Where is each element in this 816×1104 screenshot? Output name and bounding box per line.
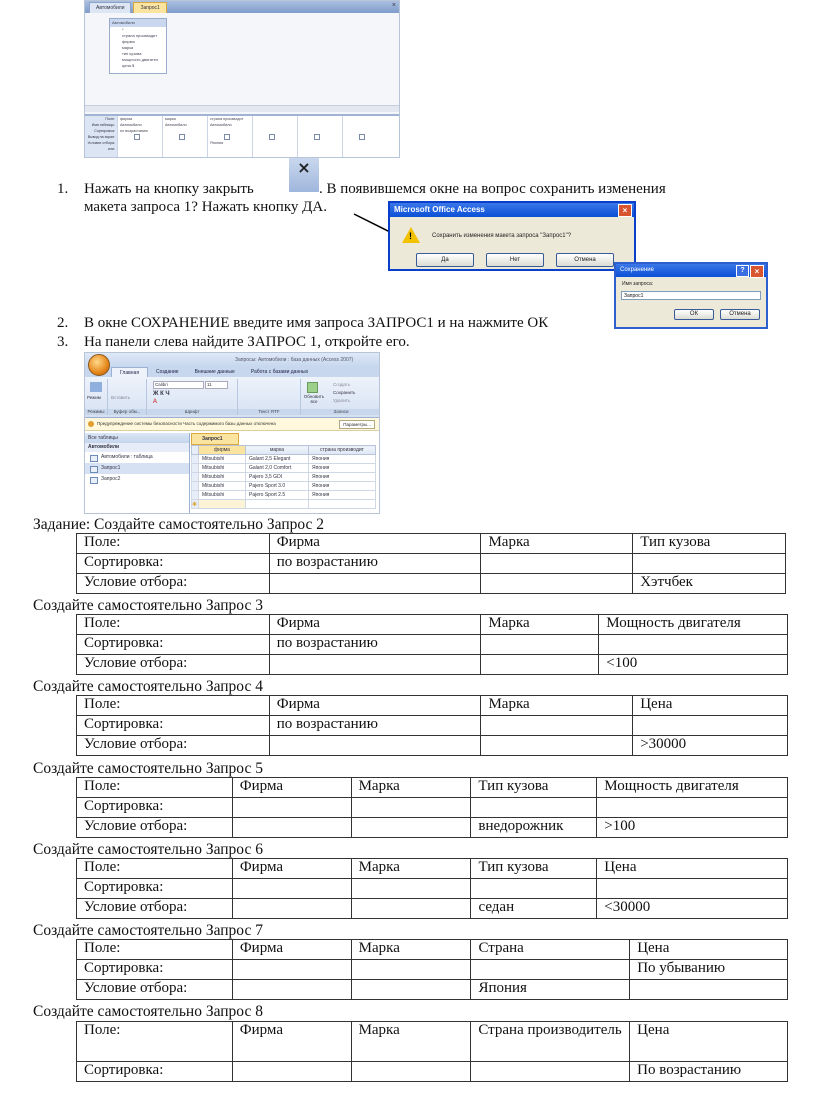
cell	[351, 899, 471, 919]
task-heading: Задание: Создайте самостоятельно Запрос 2	[33, 516, 325, 533]
warning-icon: !	[402, 227, 420, 243]
task-table	[76, 777, 788, 838]
tab-query1[interactable]: Запрос1	[133, 2, 166, 13]
show-checkbox[interactable]	[134, 134, 140, 140]
row-selector[interactable]	[192, 482, 199, 491]
cell: Сортировка:	[77, 554, 270, 574]
step-1-number: 1.	[57, 181, 69, 197]
grid-sort[interactable]: по возрастанию	[120, 129, 149, 133]
font-select[interactable]: Calibri	[153, 381, 204, 389]
grid-criteria[interactable]	[118, 140, 162, 146]
table-row	[77, 635, 788, 655]
table-icon	[90, 455, 98, 462]
cell: Тип кузова	[471, 859, 597, 879]
table-row	[77, 859, 788, 879]
cell: Сортировка:	[77, 960, 233, 980]
cell	[599, 635, 788, 655]
cell: Фирма	[269, 615, 481, 635]
cell	[269, 655, 481, 675]
select-all[interactable]	[192, 446, 199, 455]
task-table	[76, 1021, 788, 1082]
cell: Мощность двигателя	[599, 615, 788, 635]
cell: Мощность двигателя	[597, 778, 788, 798]
cell: Тип кузова	[633, 534, 786, 554]
tab-automobiles[interactable]: Автомобили	[89, 2, 131, 13]
ok-button[interactable]: ОК	[674, 309, 714, 320]
task-heading: Создайте самостоятельно Запрос 6	[33, 841, 263, 858]
cell[interactable]: Mitsubishi	[199, 464, 246, 473]
cell	[471, 960, 630, 980]
dialog-title: Сохранение ? ×	[616, 264, 766, 277]
cell	[351, 798, 471, 818]
cell: по возрастанию	[269, 635, 481, 655]
show-checkbox[interactable]	[314, 134, 320, 140]
field-item[interactable]: фирма	[122, 39, 135, 44]
grid-field[interactable]: страна производит	[210, 117, 244, 121]
cell[interactable]: Galant 2,0 Comfort	[246, 464, 309, 473]
show-checkbox[interactable]	[179, 134, 185, 140]
query-icon	[90, 477, 98, 484]
grid-label: или:	[107, 147, 115, 151]
cell: Цена	[630, 940, 788, 960]
cell: по возрастанию	[269, 554, 481, 574]
close-icon[interactable]: ×	[391, 2, 396, 9]
cell: По возрастанию	[630, 1062, 788, 1082]
office-button[interactable]	[88, 354, 110, 376]
step-3-number: 3.	[57, 334, 69, 350]
cell: Поле:	[77, 859, 233, 879]
cell: Условие отбора:	[77, 980, 233, 1000]
nav-group[interactable]: Автомобили	[85, 443, 189, 452]
cancel-button[interactable]: Отмена	[556, 253, 614, 267]
cell	[232, 798, 351, 818]
cell[interactable]: Mitsubishi	[199, 482, 246, 491]
grid-label: Поле:	[105, 117, 115, 121]
table-row	[77, 818, 788, 838]
cell	[471, 798, 597, 818]
field-list-title: Автомобили	[110, 19, 166, 27]
cell	[633, 716, 788, 736]
ribbon-tab-home[interactable]: Главная	[111, 367, 148, 377]
cell[interactable]: Mitsubishi	[199, 491, 246, 500]
cell: Марка	[481, 696, 633, 716]
query-designer-screenshot	[84, 0, 400, 158]
cell	[633, 554, 786, 574]
cell: внедорожник	[471, 818, 597, 838]
table-row	[77, 615, 788, 635]
save-changes-dialog	[388, 201, 636, 271]
cell: <100	[599, 655, 788, 675]
cell: Условие отбора:	[77, 736, 270, 756]
table-row	[77, 980, 788, 1000]
cell	[481, 655, 599, 675]
cell[interactable]: Mitsubishi	[199, 455, 246, 464]
bold-icon[interactable]: Ж К Ч	[153, 391, 170, 397]
field-list	[109, 18, 167, 74]
cell: Фирма	[232, 859, 351, 879]
refresh-all-button[interactable]: Обновить все	[303, 394, 325, 404]
paste-button[interactable]: Вставить	[111, 395, 131, 400]
no-button[interactable]: Нет	[486, 253, 544, 267]
grid-label: Вывод на экран:	[87, 135, 115, 139]
security-warning-bar	[85, 418, 379, 431]
grid-criteria[interactable]	[163, 140, 207, 146]
group-label: Режимы	[85, 409, 107, 415]
cell	[630, 980, 788, 1000]
table-row	[77, 534, 786, 554]
grid-field[interactable]: марка	[165, 117, 176, 121]
document-tabs	[85, 1, 399, 13]
table-row	[77, 1062, 788, 1082]
grid-label: Условие отбора:	[87, 141, 115, 145]
table-row	[77, 778, 788, 798]
row-selector[interactable]	[192, 491, 199, 500]
table-row	[77, 1022, 788, 1062]
grid-column[interactable]	[117, 116, 162, 158]
field-item[interactable]: *	[122, 27, 124, 32]
access-window-screenshot	[84, 352, 380, 514]
cell: Условие отбора:	[77, 574, 270, 594]
view-button[interactable]: Режим	[87, 395, 101, 400]
cell[interactable]: Япония	[309, 455, 376, 464]
cell: Марка	[351, 778, 471, 798]
field-item[interactable]: тип кузова	[122, 51, 142, 56]
group-label: Шрифт	[147, 409, 237, 415]
options-button[interactable]: Параметры...	[339, 420, 375, 429]
field-item[interactable]: мощность двигател	[122, 57, 159, 62]
grid-column[interactable]	[342, 116, 400, 158]
tab-query1[interactable]: Запрос1	[191, 433, 239, 445]
dialog-title: Microsoft Office Access ×	[390, 203, 634, 217]
new-record-row	[192, 500, 376, 509]
cell	[597, 798, 788, 818]
cell: Фирма	[269, 696, 481, 716]
grid-label: Имя таблицы:	[91, 123, 115, 127]
cell: <30000	[597, 899, 788, 919]
cell	[269, 574, 481, 594]
cell[interactable]: Япония	[309, 491, 376, 500]
cell	[471, 879, 597, 899]
cell: Фирма	[232, 940, 351, 960]
column-header[interactable]: фирма	[199, 446, 246, 455]
table-row	[77, 655, 788, 675]
task-heading: Создайте самостоятельно Запрос 4	[33, 678, 263, 695]
ribbon	[85, 377, 379, 418]
cell: Поле:	[77, 534, 270, 554]
grid-label: Сортировка:	[94, 129, 115, 133]
field-item[interactable]: марка	[122, 45, 134, 50]
cell: Поле:	[77, 696, 270, 716]
table-row	[77, 716, 788, 736]
refresh-icon[interactable]	[307, 382, 318, 393]
cell: Поле:	[77, 778, 233, 798]
security-warning-text: Предупреждение системы безопасности Часть содержимого базы данных отключена	[97, 421, 276, 426]
step-1-text-c: макета запроса 1? Нажать кнопку ДА.	[84, 199, 327, 215]
task-table	[76, 858, 788, 919]
cell: Цена	[630, 1022, 788, 1062]
cell	[351, 818, 471, 838]
row-selector[interactable]	[192, 464, 199, 473]
grid-column[interactable]	[207, 116, 252, 158]
save-record-button[interactable]: Сохранить	[333, 390, 356, 395]
dialog-message: Сохранить изменения макета запроса "Запрос1"?	[432, 233, 572, 239]
query-grid	[85, 114, 399, 158]
cancel-button[interactable]: Отмена	[720, 309, 760, 320]
step-1-text-b: . В появившемся окне на вопрос сохранить изменения	[319, 181, 666, 197]
cell	[232, 980, 351, 1000]
warning-icon	[88, 421, 94, 427]
cell[interactable]: Япония	[309, 482, 376, 491]
window-title: Запросы: Автомобили : база данных (Access 2007)	[235, 357, 354, 363]
cell	[471, 1062, 630, 1082]
cell	[597, 879, 788, 899]
field-item[interactable]: цена $	[122, 63, 135, 68]
cell	[351, 980, 471, 1000]
task-table	[76, 939, 788, 1000]
cell	[232, 899, 351, 919]
task-heading: Создайте самостоятельно Запрос 5	[33, 760, 263, 777]
cell: Марка	[481, 615, 599, 635]
cell	[269, 736, 481, 756]
cell[interactable]: Galant 2,5 Elegant	[246, 455, 309, 464]
new-record-icon[interactable]: ✱	[192, 501, 198, 508]
grid-field[interactable]: фирма	[120, 117, 133, 121]
row-selector[interactable]	[192, 455, 199, 464]
table-row	[77, 899, 788, 919]
cell[interactable]: Япония	[309, 473, 376, 482]
step-2-number: 2.	[57, 315, 69, 331]
show-checkbox[interactable]	[224, 134, 230, 140]
cell: Цена	[597, 859, 788, 879]
group-label: Записи	[301, 409, 380, 415]
query-icon	[90, 466, 98, 473]
cell: Сортировка:	[77, 635, 270, 655]
cell: Фирма	[269, 534, 481, 554]
ribbon-tab-create[interactable]: Создание	[156, 369, 179, 375]
cell: Условие отбора:	[77, 899, 233, 919]
group-label: Текст RTF	[238, 409, 300, 415]
step-3-text: На панели слева найдите ЗАПРОС 1, откройте его.	[84, 334, 410, 350]
task-heading: Создайте самостоятельно Запрос 3	[33, 597, 263, 614]
ribbon-tabs	[85, 367, 379, 377]
row-selector[interactable]	[192, 473, 199, 482]
close-icon: ×	[297, 158, 311, 177]
group-label: Буфер обм...	[108, 409, 146, 415]
table-row	[192, 455, 376, 464]
ribbon-group-views	[85, 379, 108, 415]
column-header[interactable]: марка	[246, 446, 309, 455]
cell: Сортировка:	[77, 1062, 233, 1082]
cell	[481, 554, 633, 574]
new-record-button[interactable]: Создать	[333, 382, 351, 387]
cell	[232, 818, 351, 838]
cell[interactable]: Pajero Sport 3.0	[246, 482, 309, 491]
ribbon-group-rtf	[238, 379, 301, 415]
grid-column[interactable]	[162, 116, 207, 158]
table-row	[77, 960, 788, 980]
cell	[351, 879, 471, 899]
cell: Сортировка:	[77, 716, 270, 736]
save-as-dialog	[614, 262, 768, 329]
cell: Фирма	[232, 778, 351, 798]
cell[interactable]: Mitsubishi	[199, 473, 246, 482]
step-1-text-a: Нажать на кнопку закрыть	[84, 181, 254, 197]
ribbon-group-clipboard	[108, 379, 147, 415]
cell: Условие отбора:	[77, 655, 270, 675]
cell	[481, 736, 633, 756]
cell: Марка	[481, 534, 633, 554]
nav-item-table[interactable]: Автомобили : таблица	[85, 452, 189, 463]
cell: Хэтчбек	[633, 574, 786, 594]
cell	[481, 574, 633, 594]
cell: седан	[471, 899, 597, 919]
ribbon-tab-external[interactable]: Внешние данные	[194, 369, 235, 375]
cell[interactable]: Pajero Sport 2.5	[246, 491, 309, 500]
cell	[232, 879, 351, 899]
task-heading: Создайте самостоятельно Запрос 8	[33, 1003, 263, 1020]
cell: Марка	[351, 859, 471, 879]
close-button-image	[289, 158, 319, 192]
query-name-input[interactable]: Запрос1	[621, 291, 761, 300]
grid-column[interactable]	[252, 116, 297, 158]
grid-column[interactable]	[297, 116, 342, 158]
cell	[232, 960, 351, 980]
task-table	[76, 695, 788, 756]
table-row	[192, 473, 376, 482]
task-table	[76, 533, 786, 594]
font-color-icon[interactable]: A	[153, 399, 158, 405]
nav-item-query2[interactable]: Запрос2	[85, 474, 189, 485]
grid-table[interactable]: Автомобили	[120, 123, 142, 127]
task-heading: Создайте самостоятельно Запрос 7	[33, 922, 263, 939]
nav-item-query1[interactable]: Запрос1	[85, 463, 189, 474]
ribbon-tab-dbtools[interactable]: Работа с базами данных	[250, 369, 309, 375]
ribbon-group-font	[147, 379, 238, 415]
cell	[351, 1062, 471, 1082]
table-row	[77, 554, 786, 574]
navigation-pane	[85, 433, 190, 514]
cell	[351, 960, 471, 980]
close-icon[interactable]: ×	[618, 204, 632, 217]
view-icon[interactable]	[90, 382, 102, 392]
cell: Сортировка:	[77, 798, 233, 818]
table-row	[192, 464, 376, 473]
table-row	[77, 940, 788, 960]
cell: Условие отбора:	[77, 818, 233, 838]
table-row	[192, 482, 376, 491]
horizontal-scrollbar[interactable]	[85, 105, 399, 112]
ribbon-group-records	[301, 379, 380, 415]
field-item[interactable]: страна производит	[122, 33, 158, 38]
nav-header[interactable]: Все таблицы	[85, 433, 189, 443]
cell[interactable]: Япония	[309, 464, 376, 473]
grid-table[interactable]: Автомобили	[165, 123, 187, 127]
cell: Фирма	[232, 1022, 351, 1062]
cell: Тип кузова	[471, 778, 597, 798]
cell	[481, 716, 633, 736]
cell[interactable]: Pajero 3,5 GDI	[246, 473, 309, 482]
cell: Марка	[351, 940, 471, 960]
column-header[interactable]: страна производит	[309, 446, 376, 455]
font-size-select[interactable]: 11	[205, 381, 228, 389]
cell[interactable]	[246, 500, 309, 509]
grid-row-labels	[85, 116, 117, 158]
grid-criteria[interactable]: Япония	[210, 141, 224, 145]
cell[interactable]	[309, 500, 376, 509]
cell: Марка	[351, 1022, 471, 1062]
table-row	[77, 736, 788, 756]
table-row	[77, 879, 788, 899]
show-checkbox[interactable]	[359, 134, 365, 140]
help-icon[interactable]: ?	[736, 265, 749, 277]
cell: >100	[597, 818, 788, 838]
close-icon[interactable]: ×	[750, 265, 764, 278]
cell: Япония	[471, 980, 630, 1000]
datasheet-table	[191, 445, 376, 509]
datasheet-view	[191, 433, 379, 514]
show-checkbox[interactable]	[269, 134, 275, 140]
cell: Страна производитель	[471, 1022, 630, 1062]
cell	[481, 635, 599, 655]
cell: >30000	[633, 736, 788, 756]
table-row	[192, 491, 376, 500]
grid-table[interactable]: Автомобили	[210, 123, 232, 127]
step-2-text: В окне СОХРАНЕНИЕ введите имя запроса ЗАПРОС1 и на нажмите ОК	[84, 315, 549, 331]
yes-button[interactable]: Да	[416, 253, 474, 267]
window-titlebar	[85, 353, 379, 367]
delete-record-button[interactable]: Удалить	[333, 398, 351, 403]
cell: Поле:	[77, 1022, 233, 1062]
cell: Поле:	[77, 940, 233, 960]
cell	[232, 1062, 351, 1082]
table-row	[77, 574, 786, 594]
cell[interactable]	[199, 500, 246, 509]
task-table	[76, 614, 788, 675]
cell: Цена	[633, 696, 788, 716]
cell: по возрастанию	[269, 716, 481, 736]
cell: Страна	[471, 940, 630, 960]
query-name-label: Имя запроса:	[622, 281, 654, 287]
cell: Поле:	[77, 615, 270, 635]
cell: По убыванию	[630, 960, 788, 980]
cell: Сортировка:	[77, 879, 233, 899]
table-row	[77, 696, 788, 716]
table-row	[77, 798, 788, 818]
